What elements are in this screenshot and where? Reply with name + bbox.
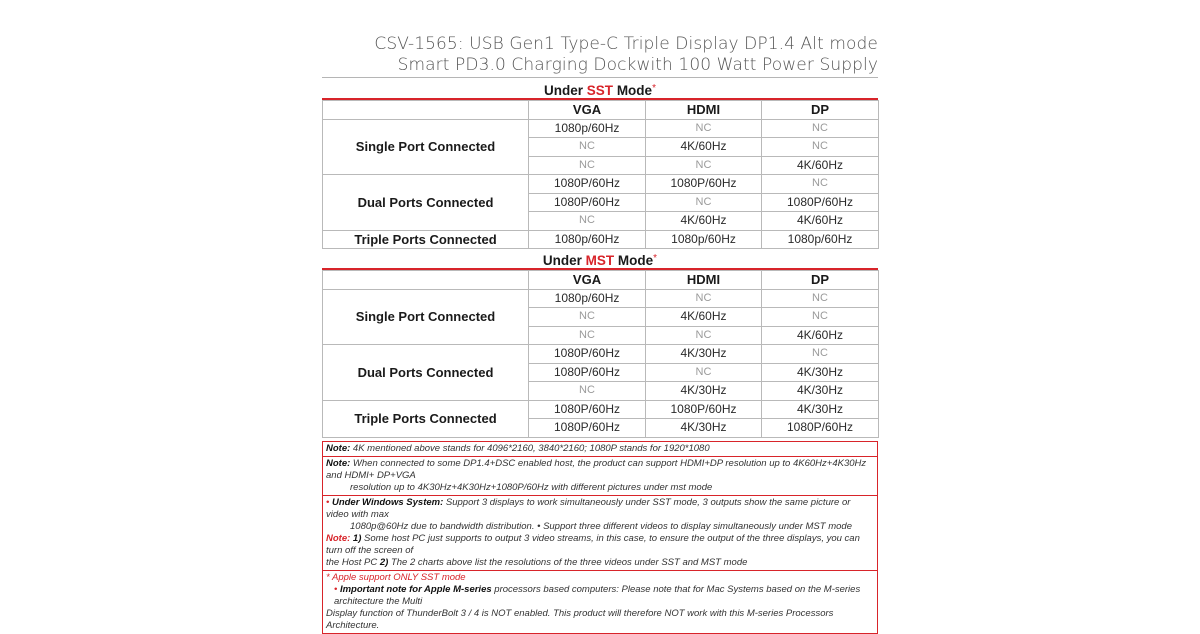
resolution-cell: NC bbox=[762, 345, 879, 364]
resolution-cell: 1080P/60Hz bbox=[529, 175, 646, 194]
resolution-cell: 4K/30Hz bbox=[646, 345, 762, 364]
table-row bbox=[323, 119, 879, 138]
resolution-cell: 4K/30Hz bbox=[762, 363, 879, 382]
resolution-cell: 1080P/60Hz bbox=[529, 345, 646, 364]
resolution-cell: NC bbox=[529, 156, 646, 175]
column-header: HDMI bbox=[646, 271, 762, 290]
table-row bbox=[323, 230, 879, 249]
note-resolution-definition: Note: 4K mentioned above stands for 4096*2160, 3840*2160; 1080P stands for 1920*1080 bbox=[323, 442, 877, 457]
resolution-cell: 4K/30Hz bbox=[646, 382, 762, 401]
resolution-cell: NC bbox=[529, 138, 646, 157]
table-row bbox=[323, 289, 879, 308]
mst-heading-suffix: Mode bbox=[614, 253, 654, 268]
resolution-cell: 1080p/60Hz bbox=[529, 230, 646, 249]
resolution-cell: 1080p/60Hz bbox=[762, 230, 879, 249]
resolution-cell: 4K/60Hz bbox=[646, 308, 762, 327]
title-divider bbox=[322, 77, 878, 78]
resolution-cell: 1080p/60Hz bbox=[529, 119, 646, 138]
corner-cell bbox=[323, 271, 529, 290]
resolution-cell: 4K/60Hz bbox=[762, 326, 879, 345]
title-line-2: Smart PD3.0 Charging Dockwith 100 Watt Power Supply bbox=[397, 55, 878, 75]
resolution-cell: 4K/30Hz bbox=[762, 400, 879, 419]
row-group-label: Dual Ports Connected bbox=[323, 175, 529, 231]
table-row bbox=[323, 175, 879, 194]
resolution-cell: 1080p/60Hz bbox=[529, 289, 646, 308]
column-header: VGA bbox=[529, 271, 646, 290]
mst-heading-prefix: Under bbox=[542, 253, 586, 268]
document-title bbox=[374, 34, 878, 76]
resolution-cell: NC bbox=[529, 212, 646, 231]
resolution-cell: 1080P/60Hz bbox=[529, 363, 646, 382]
resolution-cell: 1080P/60Hz bbox=[529, 419, 646, 438]
table-row bbox=[323, 345, 879, 364]
corner-cell bbox=[323, 101, 529, 120]
sst-heading-suffix: Mode bbox=[613, 83, 653, 98]
row-group-label: Triple Ports Connected bbox=[323, 230, 529, 249]
resolution-cell: 1080P/60Hz bbox=[762, 419, 879, 438]
mst-resolution-table bbox=[322, 270, 879, 438]
resolution-cell: 1080P/60Hz bbox=[646, 175, 762, 194]
row-group-label: Dual Ports Connected bbox=[323, 345, 529, 401]
resolution-cell: 1080P/60Hz bbox=[529, 193, 646, 212]
sst-heading-prefix: Under bbox=[544, 83, 587, 98]
sst-heading-mode: SST bbox=[586, 83, 614, 98]
resolution-cell: NC bbox=[762, 308, 879, 327]
column-header: DP bbox=[762, 101, 879, 120]
resolution-cell: NC bbox=[646, 289, 762, 308]
column-header: VGA bbox=[529, 101, 646, 120]
mst-section-heading bbox=[322, 250, 878, 268]
resolution-cell: 4K/60Hz bbox=[762, 156, 879, 175]
note-apple-m-series: * Apple support ONLY SST mode • Important note for Apple M-series processors based computers: Please note that for Mac Systems based on the M-series architecture the Multi Display function of ThunderBolt 3 / 4 is NOT enabled. This product will therefore NOT work with this M-series Processors Architecture. bbox=[326, 572, 861, 631]
row-group-label: Triple Ports Connected bbox=[323, 400, 529, 437]
title-line-1: CSV-1565: USB Gen1 Type-C Triple Display DP1.4 Alt mode bbox=[374, 34, 878, 54]
resolution-cell: 4K/60Hz bbox=[646, 212, 762, 231]
resolution-cell: 1080p/60Hz bbox=[646, 230, 762, 249]
resolution-cell: 4K/60Hz bbox=[762, 212, 879, 231]
resolution-cell: NC bbox=[646, 119, 762, 138]
mst-heading-asterisk: * bbox=[653, 253, 658, 264]
resolution-cell: NC bbox=[646, 156, 762, 175]
resolution-cell: NC bbox=[762, 175, 879, 194]
resolution-cell: NC bbox=[762, 138, 879, 157]
table-row bbox=[323, 400, 879, 419]
row-group-label: Single Port Connected bbox=[323, 289, 529, 345]
resolution-cell: 4K/60Hz bbox=[646, 138, 762, 157]
mst-heading-mode: MST bbox=[585, 253, 615, 268]
resolution-cell: NC bbox=[646, 363, 762, 382]
resolution-cell: NC bbox=[762, 289, 879, 308]
resolution-cell: NC bbox=[646, 193, 762, 212]
resolution-cell: NC bbox=[529, 326, 646, 345]
note-windows-system: • Under Windows System: Support 3 displays to work simultaneously under SST mode, 3 outputs show the same picture or video with max 1080p@60Hz due to bandwidth distribution. • Support three different videos to display simultaneously under MST mode Note: 1) Some host PC just supports to output 3 video streams, in this case, to ensure the output of the three displays, you can turn off the screen of the Host PC 2) The 2 charts above list the resolutions of the three videos under SST and MST mode bbox=[323, 496, 877, 571]
note-dsc-host: Note: When connected to some DP1.4+DSC enabled host, the product can support HDMI+DP resolution up to 4K60Hz+4K30Hz and HDMI+ DP+VGA resolution up to 4K30Hz+4K30Hz+1080P/60Hz with different pictures under mst mode bbox=[323, 457, 877, 496]
resolution-cell: 4K/30Hz bbox=[646, 419, 762, 438]
sst-heading-asterisk: * bbox=[652, 83, 656, 94]
sst-section-heading bbox=[322, 80, 878, 98]
resolution-cell: 4K/30Hz bbox=[762, 382, 879, 401]
column-header: DP bbox=[762, 271, 879, 290]
column-header: HDMI bbox=[646, 101, 762, 120]
resolution-cell: NC bbox=[529, 382, 646, 401]
resolution-cell: 1080P/60Hz bbox=[529, 400, 646, 419]
resolution-cell: NC bbox=[762, 119, 879, 138]
sst-resolution-table bbox=[322, 100, 879, 249]
resolution-cell: NC bbox=[646, 326, 762, 345]
row-group-label: Single Port Connected bbox=[323, 119, 529, 175]
resolution-cell: 1080P/60Hz bbox=[762, 193, 879, 212]
resolution-cell: NC bbox=[529, 308, 646, 327]
notes-box bbox=[322, 441, 878, 634]
resolution-cell: 1080P/60Hz bbox=[646, 400, 762, 419]
